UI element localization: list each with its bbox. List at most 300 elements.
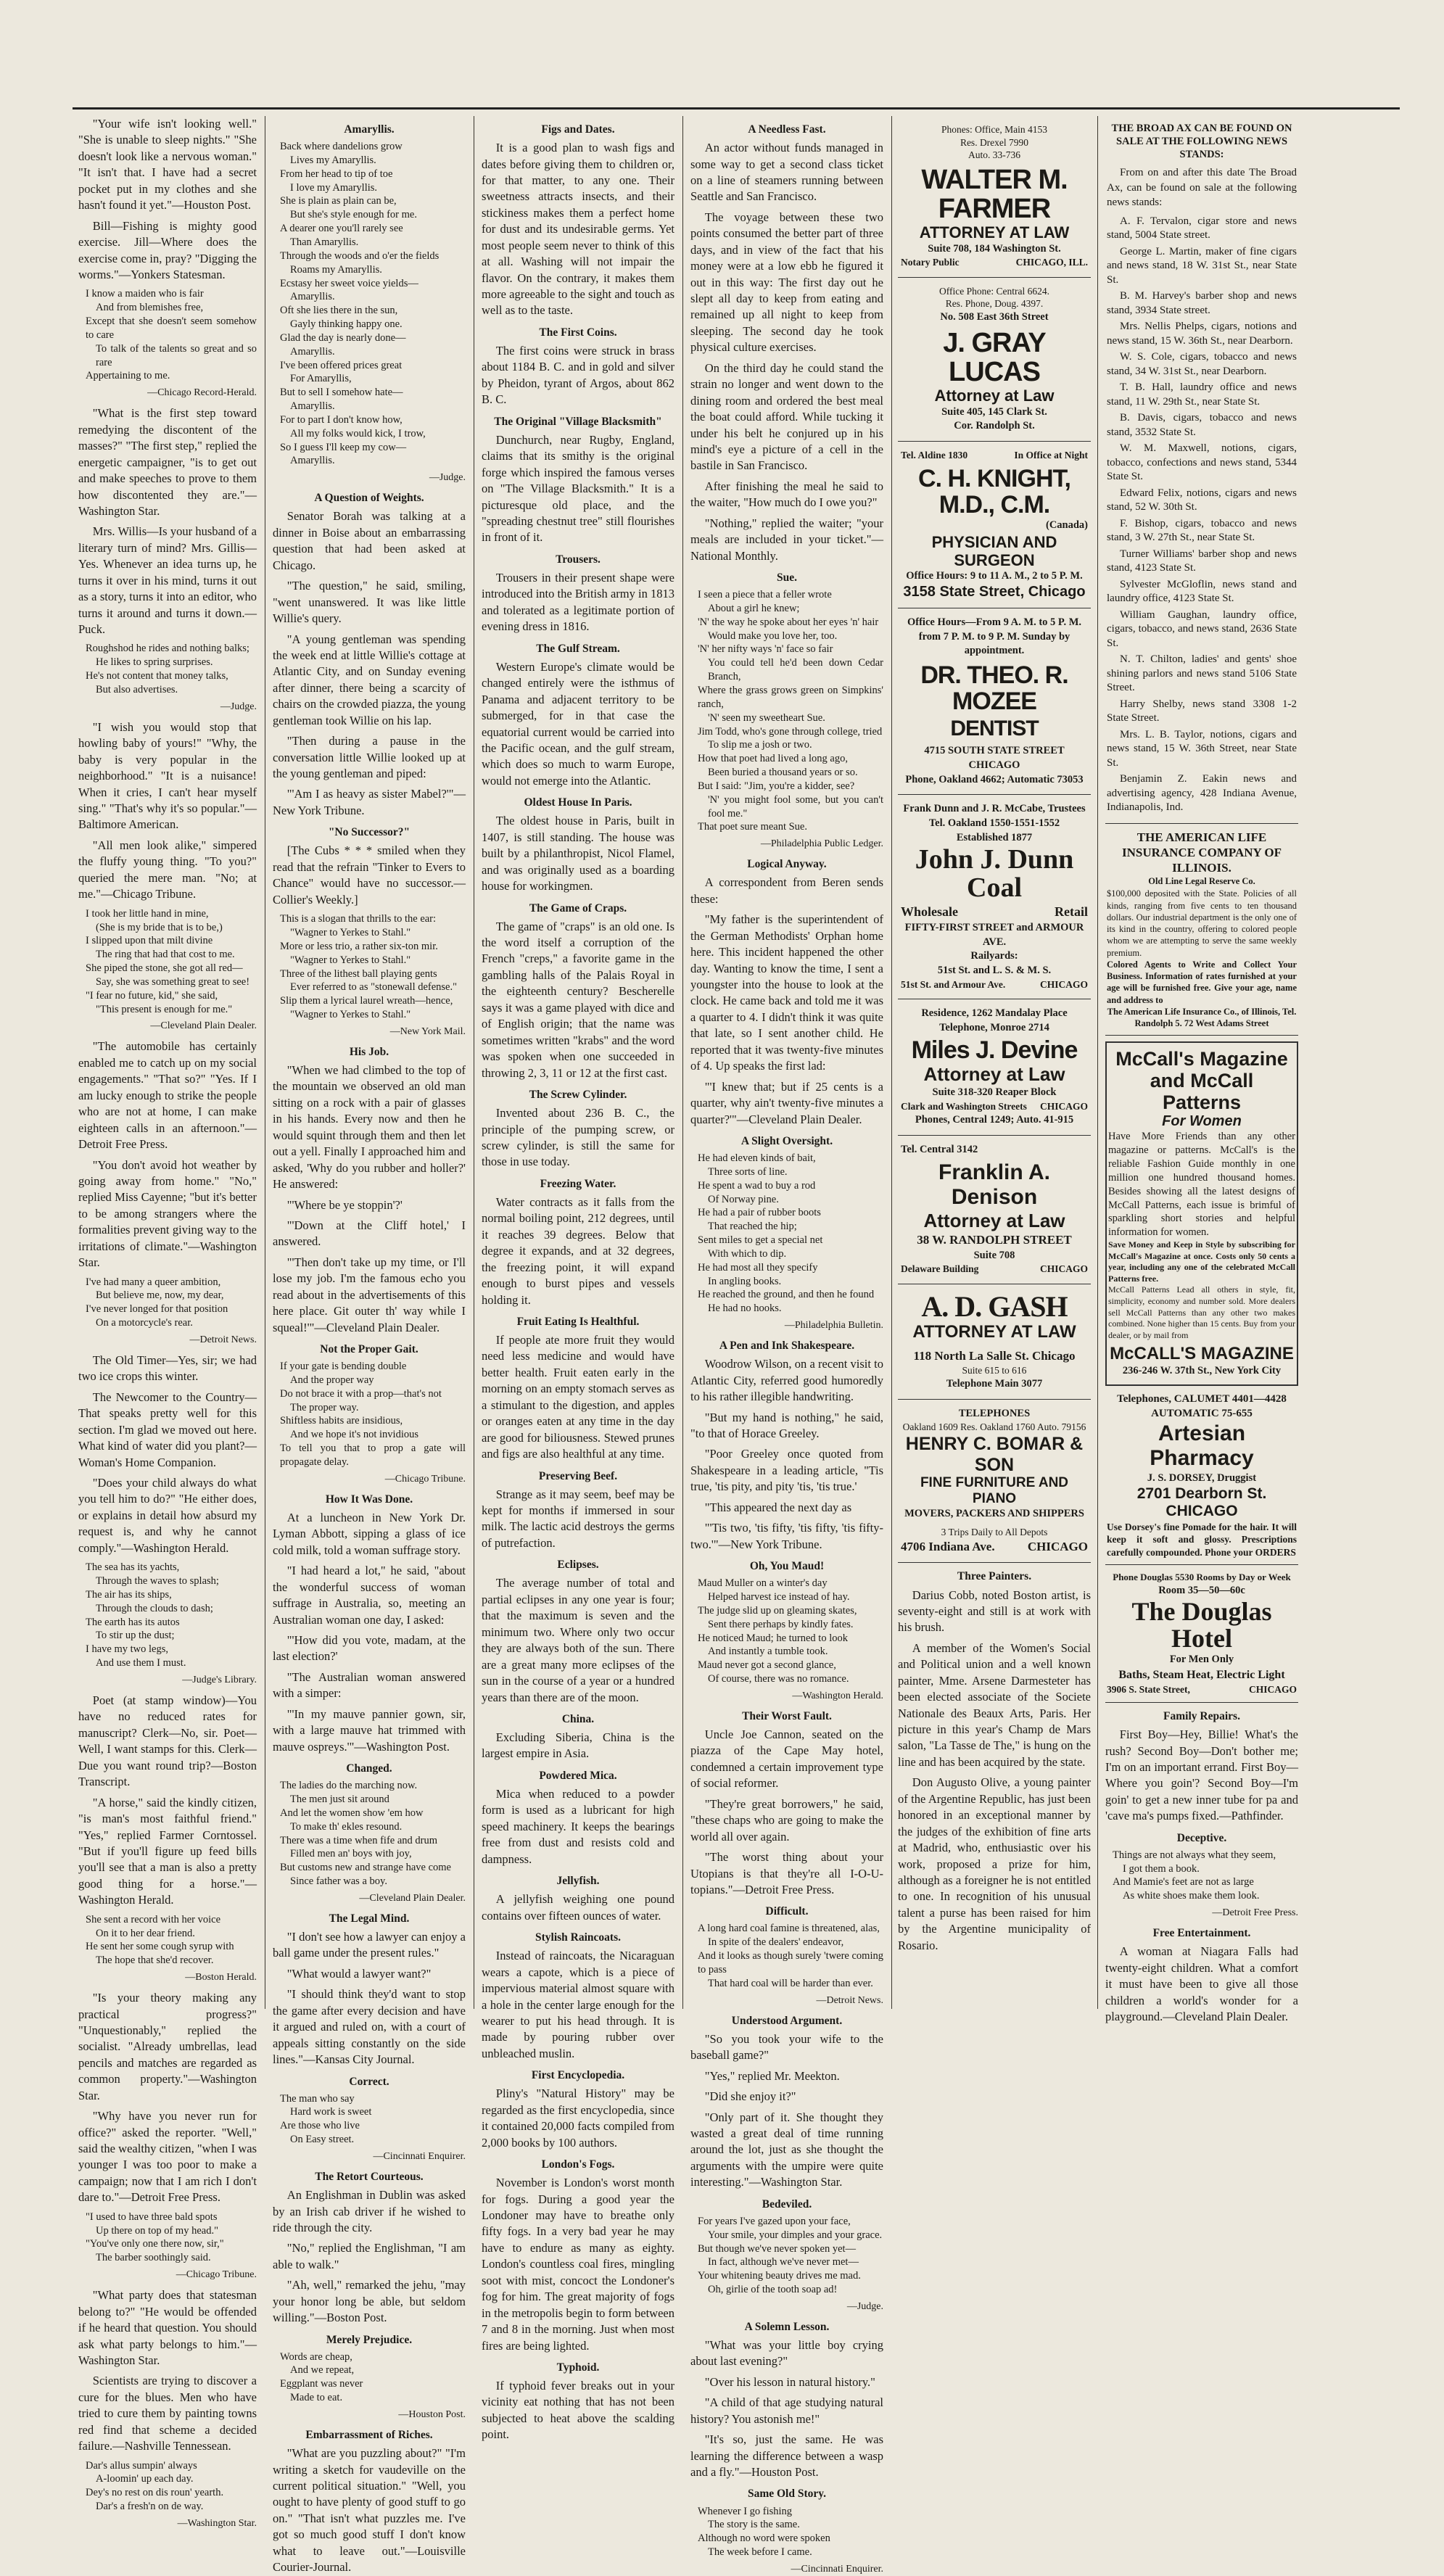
verse-line: Glad the day is nearly done— (280, 331, 406, 344)
ad-franklin-denison (898, 1136, 1091, 1284)
verse-line: I got them a book. (1123, 1862, 1200, 1875)
verse-line: For to part I don't know how, (280, 413, 403, 426)
verse-line: The hope that she'd recover. (96, 1954, 214, 1967)
verse-block (86, 287, 257, 383)
verse-line: Through the clouds to dash; (96, 1602, 213, 1614)
verse-line: Up there on top of my head." (96, 2224, 219, 2237)
article-paragraph: "Does your child always do what you tell him to do?" "He either does, or explains in detail how absurd my request is, and why he cannot comply."—Washington Herald. (78, 1476, 257, 1555)
article-paragraph: "So you took your wife to the baseball game?" (690, 2031, 883, 2063)
article-heading: Fruit Eating Is Healthful. (516, 1315, 640, 1328)
ad-services: MOVERS, PACKERS AND SHIPPERS (904, 1508, 1084, 1520)
verse-line: She sent a record with her voice (86, 1913, 221, 1925)
ad-gash-attorney (898, 1284, 1091, 1400)
ad-address: 38 W. RANDOLPH STREET (917, 1233, 1072, 1247)
article-paragraph: "'Then don't take up my time, or I'll lose my job. I'm the famous echo you read about in the advertisements of this here place. Git outer th' way while I squeal!'"—Cleveland Plain Dealer. (273, 1255, 466, 1334)
news-stand-entry: A. F. Tervalon, cigar store and news stand, 5004 State street. (1107, 215, 1297, 242)
article-paragraph: "'Tis two, 'tis fifty, 'tis fifty, 'tis fifty-two.'"—New York Tribune. (690, 1521, 883, 1551)
article-paragraph: "No," replied the Englishman, "I am able to walk." (273, 2241, 466, 2271)
article-paragraph: Mica when reduced to a powder form is used as a lubricant for high speed machinery. It keeps the bearings free from dust and resists cold and dampness. (482, 1786, 674, 1866)
verse-line: He had a pair of rubber boots (698, 1207, 821, 1219)
article-paragraph: "Why have you never run for office?" asked the reporter. "Well," said the wealthy citizen, "when I was younger I was too poor to make a campaign; now that I am rich I don't dare to."—Detroit Free Press. (78, 2109, 257, 2205)
article-paragraph: Bill—Fishing is mighty good exercise. Jill—Where does the exercise come in, pray? "Digging the worms."—Yonkers Statesman. (78, 218, 257, 281)
ad-body: Have More Friends than any other magazine or patterns. McCall's is the reliable Fashion Guide monthly in one million one hundred thousand homes. Besides showing all the latest designs of McCall Patterns, each issue is brimful of sparkling short stories and helpful information for women. (1108, 1131, 1295, 1239)
verse-line: 'N' seen my sweetheart Sue. (708, 711, 825, 724)
verse-block (86, 642, 257, 696)
verse-line: (She is my bride that is to be,) (96, 921, 223, 933)
verse-line: Three sorts of line. (708, 1165, 788, 1178)
verse-line: Oh, girlie of the tooth soap ad! (708, 2284, 838, 2296)
ad-footer: McCALL'S MAGAZINE (1110, 1344, 1294, 1364)
article-paragraph: "'In my mauve pannier gown, sir, with a large mauve hat trimmed with mauve ospreys.'"—Washington Post. (273, 1706, 466, 1754)
verse-line: A long hard coal famine is threatened, alas, (698, 1923, 880, 1935)
ad-douglas-hotel (1105, 1565, 1298, 1703)
verse-line: He spent a wad to buy a rod (698, 1179, 816, 1192)
verse-line: The earth has its autos (86, 1616, 180, 1628)
ad-hours: In Office at Night (1014, 450, 1088, 461)
verse-line: The story is the same. (708, 2519, 800, 2531)
verse-line: And Mamie's feet are not as large (1113, 1876, 1254, 1888)
article-heading: Difficult. (765, 1905, 809, 1918)
ad-title: Attorney at Law (923, 1209, 1065, 1231)
verse-line: I slipped upon that milt divine (86, 935, 213, 947)
article-paragraph: It is a good plan to wash figs and dates before giving them to children or, for that matter, to any one. Their sweetness attracts insects, and their stickiness makes them a perfect home for dust and its undesirable germs. Yet most people seem never to think of this at all. Washing will not impair the flavor. On the contrary, it makes them more agreeable to the sight and touch as well as to the taste. (482, 141, 674, 318)
source-credit: —Houston Post. (398, 2409, 466, 2421)
verse-line: I took her little hand in mine, (86, 907, 209, 920)
ad-phone-head: TELEPHONES (958, 1407, 1031, 1419)
article-paragraph: "They're great borrowers," he said, "these chaps who are going to make the world all over again. (690, 1796, 883, 1844)
article-paragraph: "What was your little boy crying about last evening?" (690, 2337, 883, 2369)
verse-line: Been buried a thousand years or so. (708, 767, 858, 779)
ad-address: Suite 708 (973, 1249, 1015, 1261)
verse-line: Except that she doesn't seem somehow to care (86, 315, 257, 341)
article-heading: The Screw Cylinder. (529, 1088, 627, 1101)
verse-line: Your whitening beauty drives me mad. (698, 2270, 861, 2282)
article-heading: London's Fogs. (541, 2158, 615, 2171)
verse-line: Ecstasy her sweet voice yields— (280, 277, 418, 289)
source-credit: —Cleveland Plain Dealer. (359, 1892, 466, 1904)
verse-line: In angling books. (708, 1275, 782, 1287)
article-heading: China. (561, 1712, 595, 1725)
ad-miles-devine (898, 999, 1091, 1136)
article-heading: Same Old Story. (747, 2488, 827, 2501)
ad-name: Artesian Pharmacy (1150, 1421, 1254, 1471)
ad-railyards: Railyards: (970, 950, 1018, 962)
ad-city: CHICAGO (1039, 978, 1088, 990)
verse-line: And we hope it's not invidious (290, 1429, 419, 1441)
verse-line: The week before I came. (708, 2546, 812, 2559)
ad-phone: Phone, Oakland 4662; Automatic 73053 (905, 773, 1084, 785)
verse-line: And we repeat, (290, 2364, 355, 2377)
column-3-facts (476, 116, 680, 2442)
ad-address: 4706 Indiana Ave. (901, 1540, 995, 1554)
ad-title: PHYSICIAN AND SURGEON (931, 532, 1057, 569)
ad-name: HENRY C. BOMAR & SON (905, 1433, 1084, 1475)
verse-line: The judge slid up on gleaming skates, (698, 1604, 857, 1617)
verse-line: The barber soothingly said. (96, 2252, 211, 2264)
ad-address: FIFTY-FIRST STREET and ARMOUR AVE. (904, 921, 1084, 948)
article-paragraph: After finishing the meal he said to the waiter, "How much do I owe you?" (690, 479, 883, 510)
verse-line: I love my Amaryllis. (290, 181, 378, 194)
ad-retail: Retail (1055, 904, 1088, 920)
article-heading: Not the Proper Gait. (320, 1343, 418, 1355)
ad-phone: Telephone Main 3077 (946, 1377, 1043, 1390)
verse-line: On a motorcycle's rear. (96, 1317, 193, 1329)
verse-line: He noticed Maud; he turned to look (698, 1632, 848, 1644)
verse-line: I have my two legs, (86, 1643, 168, 1656)
ad-address: Cor. Randolph St. (954, 420, 1035, 432)
verse-line: Appertaining to me. (86, 370, 170, 382)
ad-subtitle: For Women (1162, 1113, 1242, 1130)
verse-line: Jim Todd, who's gone through college, tried (698, 725, 883, 738)
verse-line: Oft she lies there in the sun, (280, 305, 398, 317)
verse-line: On Easy street. (290, 2134, 355, 2146)
verse-line: Sent there perhaps by kindly fates. (708, 1618, 854, 1630)
verse-line: Whenever I go fishing (698, 2505, 793, 2517)
article-heading: Freezing Water. (540, 1177, 616, 1190)
ad-title: DENTIST (950, 717, 1039, 741)
article-heading: Preserving Beef. (538, 1469, 618, 1482)
article-paragraph: "Nothing," replied the waiter; "your meals are included in your ticket."—National Monthly. (690, 516, 883, 563)
source-credit: —Judge. (429, 472, 466, 484)
verse-line: And let the women show 'em how (280, 1807, 424, 1819)
verse-block (86, 2459, 257, 2514)
verse-block (86, 907, 257, 1017)
article-paragraph: "A child of that age studying natural history? You astonish me!" (690, 2395, 883, 2426)
verse-line: But also advertises. (96, 683, 178, 695)
ad-phone: Phones: Office, Main 4153 (941, 124, 1047, 135)
article-heading: Amaryllis. (344, 123, 395, 136)
source-credit: —Judge. (220, 701, 257, 712)
verse-line: Gayly thinking happy one. (290, 318, 403, 331)
ad-body: Use Dorsey's fine Pomade for the hair. It will keep it soft and glossy. Prescriptions carefully compounded. Phone your ORDERS (1107, 1521, 1297, 1558)
article-paragraph: "I wish you would stop that howling baby of yours!" "Why, the baby is very popular in the neighborhood." "It is a nuisance! When it cries, I can't hear myself sing." "That's why it's so popular."—Baltimore American. (78, 719, 257, 832)
verse-line: That hard coal will be harder than ever. (708, 1977, 873, 1989)
article-heading: The Retort Courteous. (315, 2170, 424, 2183)
verse-line: How that poet had lived a long ago, (698, 753, 848, 765)
ad-address: 118 North La Salle St. Chicago (913, 1349, 1076, 1363)
verse-line: To make th' ekles resound. (290, 1820, 403, 1833)
article-heading: Embarrassment of Riches. (305, 2429, 433, 2442)
article-paragraph: Don Augusto Olive, a young painter of the Argentine Republic, has just been honored in an exceptional manner by the judges of the exhibition of fine arts at Madrid, who, enthusiastic over his work, proposed a prize for him, although as a foreigner he is not entitled to one. In recognition of his unusual talent a purse has been raised for him by the Argentine municipality of Rosario. (898, 1775, 1091, 1952)
verse-line: Your smile, your dimples and your grace. (708, 2229, 883, 2241)
ad-name: WALTER M. FARMER (921, 164, 1068, 224)
article-paragraph: "Then during a pause in the conversation little Willie looked up at the young gentleman and piped: (273, 734, 466, 780)
article-paragraph: "Over his lesson in natural history." (704, 2374, 875, 2389)
article-paragraph: November is London's worst month for fogs. During a good year the Londoner may have to breathe only fifty fogs. In a very bad year he may have to endure as many as eighty. London's countless coal fires, mingling soot with mist, concoct the Londoner's fog for him. The great majority of fogs in the metropolis begin to form between 7 and 8 in the morning. Just when most fires are being lighted. (482, 2176, 674, 2353)
verse-line: Dar's a fresh'n on de way. (96, 2501, 204, 2513)
article-paragraph: An actor without funds managed in some way to get a second class ticket on a line of steamers running between Seattle and San Francisco. (690, 141, 883, 204)
verse-line: Three of the lithest ball playing gents (280, 967, 437, 980)
verse-line: Since father was a boy. (290, 1875, 387, 1888)
verse-line: I've had many a queer ambition, (86, 1276, 221, 1288)
article-paragraph: Excluding Siberia, China is the largest empire in Asia. (482, 1730, 674, 1761)
ad-phone: Res. Drexel 7990 (960, 136, 1029, 148)
verse-block (698, 2215, 883, 2297)
article-paragraph: "'I knew that; but if 25 cents is a quarter, why ain't twenty-five minutes a quarter?'"—Cleveland Plain Dealer. (690, 1079, 883, 1126)
article-paragraph: Strange as it may seem, beef may be kept for months if immersed in sour milk. The lactic acid destroys the germs of putrefaction. (482, 1487, 674, 1550)
verse-line: You could tell he'd been down Cedar Branch, (708, 657, 883, 683)
article-paragraph: "What is the first step toward remedying the discontent of the masses?" "The first step," replied the energetic campaigner, "is to get out and make speeches to prove to them how discontented they are."—Washington Star. (78, 406, 257, 518)
article-paragraph: "'Where be ye stoppin'?' (286, 1197, 403, 1212)
ad-bomar-furniture (898, 1400, 1091, 1564)
verse-line: And it looks as though surely 'twere coming to pass (698, 1950, 883, 1976)
article-paragraph: Pliny's "Natural History" may be regarded as the first encyclopedia, since it contained 20,000 facts compiled from 2,000 books by 100 authors. (482, 2086, 674, 2150)
verse-block (280, 2092, 466, 2147)
verse-line: A-loomin' up each day. (96, 2473, 194, 2485)
article-paragraph: "'How did you vote, madam, at the last election?' (273, 1633, 466, 1664)
article-paragraph: "The Australian woman answered with a simper: (273, 1669, 466, 1701)
news-stand-entry: George L. Martin, maker of fine cigars and news stand, 18 W. 31st St., near State St. (1107, 245, 1297, 286)
article-paragraph: Mrs. Willis—Is your husband of a literary turn of mind? Mrs. Gillis—Yes. Whenever an idea turns up, he turns it over in his mind, turns it out as a story, turns it into an editor, who turns it around and turns it down.—Puck. (78, 524, 257, 636)
verse-line: Although no word were spoken (698, 2532, 830, 2545)
article-heading: Trousers. (556, 553, 601, 566)
verse-block (698, 588, 883, 834)
article-heading: Three Painters. (957, 1570, 1032, 1583)
news-stand-entry: B. M. Harvey's barber shop and news stand, 3934 State street. (1107, 290, 1297, 316)
article-heading: The Legal Mind. (329, 1912, 410, 1925)
verse-block (86, 1276, 257, 1330)
ad-phone: Tel. Central 3142 (901, 1143, 978, 1155)
article-heading: Correct. (349, 2075, 389, 2088)
verse-block (280, 912, 466, 1022)
verse-line: And the proper way (290, 1374, 374, 1386)
article-paragraph: The voyage between these two points consumed the better part of three days, and in view of the fact that his money were at a low ebb he figured it out in this way: The first day out he slept all day to keep from eating and remained up all night to keep from sleeping. The second day he took physical culture exercises. (690, 210, 883, 355)
article-paragraph: "This appeared the next day as (704, 1500, 852, 1514)
article-paragraph: The oldest house in Paris, built in 1407, is still standing. The house was built by a philanthropist, Nicol Flamel, and was originally used as a boarding house for workingmen. (482, 814, 674, 893)
article-paragraph: "You don't avoid hot weather by going away from home." "No," replied Miss Cayenne; "but it's better to be among strangers where the formalities prevent giving way to the irritations of climate."—Washington Star. (78, 1157, 257, 1270)
column-rule (1097, 116, 1098, 2009)
verse-line: About a girl he knew; (708, 602, 800, 614)
verse-line: There was a time when fife and drum (280, 1834, 438, 1846)
ad-rates: Room 35—50—60c (1158, 1584, 1245, 1596)
article-heading: Typhoid. (556, 2361, 600, 2374)
verse-line: To tell you that to prop a gate will propagate delay. (280, 1442, 466, 1468)
ad-phone: Phone Douglas 5530 Rooms by Day or Week (1113, 1572, 1291, 1583)
news-stand-entry: Benjamin Z. Eakin news and advertising agency, 428 Indiana Avenue, Indianapolis, Ind. (1107, 773, 1297, 814)
article-paragraph: "A young gentleman was spending the week end at little Willie's cottage at Atlantic City, and on Sunday evening after dinner, there being a scarcity of chairs on the crowded piazza, the young gentleman took Willie on his lap. (273, 632, 466, 727)
article-paragraph: A correspondent from Beren sends these: (690, 875, 883, 906)
news-stand-entry: Mrs. Nellis Phelps, cigars, notions and news stand, 15 W. 36th St., near Dearborn. (1107, 321, 1297, 347)
article-heading: Sue. (777, 571, 797, 585)
verse-line: But customs new and strange have come (280, 1862, 451, 1874)
article-paragraph: The game of "craps" is an old one. Is the word itself a corruption of the French "creps," a favorite game in the gambling halls of the Palais Royal in the eighteenth century? Bescherelle says it was a game played with dice and of English origin; that the name was sometimes written "krabs" and the word was spoken when one succeeded in throwing 2, 3, 11 or 12 at the first cast. (482, 919, 674, 1080)
article-paragraph: "Poor Greeley once quoted from Shakespeare in a leading article, ''Tis true, 'tis pity, and pity 'tis, 'tis true.' (690, 1447, 883, 1494)
verse-line: That poet sure meant Sue. (698, 821, 807, 833)
news-stands-heading: THE BROAD AX CAN BE FOUND ON SALE AT THE FOLLOWING NEWS STANDS: (1111, 123, 1292, 161)
verse-line: But I said: "Jim, you're a kidder, see? (698, 780, 855, 792)
article-paragraph: Darius Cobb, noted Boston artist, is seventy-eight and still is at work with his brush. (898, 1588, 1091, 1635)
source-credit: —Washington Herald. (792, 1690, 883, 1701)
news-stand-entry: William Gaughan, laundry office, cigars, tobacco, and news stand, 2636 State St. (1107, 608, 1297, 649)
source-credit: —Washington Star. (177, 2517, 257, 2529)
news-stand-entry: Harry Shelby, news stand 3308 1-2 State Street. (1107, 698, 1297, 724)
ad-phone: Phones, Central 1249; Auto. 41-915 (915, 1114, 1074, 1126)
ad-address: 3906 S. State Street, (1107, 1683, 1190, 1695)
verse-line: But she's style enough for me. (290, 209, 417, 221)
article-paragraph: "What would a lawyer want?" (286, 1966, 432, 1981)
article-paragraph: Western Europe's climate would be changed entirely were the isthmus of Panama and adjacent territory to be submerged, for in that case the equatorial current would be carried into the Pacific ocean, and the gulf stream, which does so much to warm Europe, would not emerge into the Atlantic. (482, 659, 674, 788)
ad-phone: Oakland 1609 Res. Oakland 1760 Auto. 79156 (902, 1421, 1086, 1433)
news-stand-entry: W. S. Cole, cigars, tobacco and news stand, 34 W. 31st St., near Dearborn. (1107, 351, 1297, 377)
verse-line: "This present is enough for me." (96, 1003, 233, 1015)
article-paragraph: Instead of raincoats, the Nicaraguan wears a capote, which is a piece of impervious material almost square with a hole in the center large enough for the wearer to put his head through. It is made by pouring rubber over unbleached muslin. (482, 1949, 674, 2060)
article-heading: Figs and Dates. (541, 123, 615, 136)
ad-name: A. D. GASH (921, 1289, 1068, 1323)
article-heading: Deceptive. (1176, 1831, 1227, 1844)
article-heading: A Solemn Lesson. (744, 2320, 830, 2333)
verse-line: Would make you love her, too. (708, 629, 838, 642)
verse-line: And instantly a tumble took. (708, 1646, 828, 1658)
ad-subtitle: For Men Only (1169, 1654, 1234, 1666)
ad-notary: Notary Public (901, 257, 960, 268)
verse-line: Maud never got a second glance, (698, 1659, 836, 1672)
verse-line: Dar's allus sumpin' always (86, 2459, 197, 2472)
ad-artesian-pharmacy (1105, 1386, 1298, 1565)
verse-line: "I used to have three bald spots (86, 2210, 218, 2223)
verse-line: And from blemishes free, (96, 302, 204, 314)
verse-block (280, 2350, 466, 2405)
verse-line: She is plain as plain can be, (280, 195, 397, 207)
broad-ax-news-stands (1105, 116, 1298, 824)
article-heading: The Gulf Stream. (536, 642, 620, 655)
verse-line: "You've only one there now, sir," (86, 2238, 224, 2250)
ad-city: CHICAGO (1027, 1540, 1088, 1554)
verse-block (280, 1779, 466, 1888)
article-paragraph: The Old Timer—Yes, sir; we had two ice crops this winter. (78, 1353, 257, 1384)
column-5-advertisements (894, 116, 1095, 2009)
column-4-stories (685, 116, 889, 2575)
article-heading: Free Entertainment. (1152, 1927, 1251, 1940)
ad-address: Suite 615 to 616 (962, 1365, 1027, 1376)
article-paragraph: "Did she enjoy it?" (704, 2089, 796, 2104)
article-heading: A Slight Oversight. (740, 1134, 833, 1147)
article-paragraph: Woodrow Wilson, on a recent visit to Atlantic City, referred good humoredly to his rather illegible handwriting. (690, 1357, 883, 1404)
article-heading: The Original "Village Blacksmith" (494, 415, 662, 428)
article-paragraph: "The automobile has certainly enabled me to catch up on my social engagements." "That so?" "Yes. If I am lucky enough to strike the people who are not at home, I can make eighteen calls in an afternoon."—Detroit Free Press. (78, 1039, 257, 1152)
article-paragraph: On the third day he could stand the strain no longer and went down to the dining room and ordered the best meal the boat could afford. While tucking it under his belt he conjured up in his mind's eye a picture of a cell in the bastile in San Francisco. (690, 360, 883, 473)
ad-city: CHICAGO (1039, 1263, 1088, 1275)
article-heading: First Encyclopedia. (531, 2069, 625, 2082)
verse-line: Back where dandelions grow (280, 141, 403, 153)
verse-line: As white shoes make them look. (1123, 1890, 1260, 1902)
source-credit: —Chicago Record-Herald. (147, 387, 257, 399)
ad-subtitle: Old Line Legal Reserve Co. (1148, 876, 1255, 887)
source-credit: —Judge. (846, 2300, 883, 2312)
article-paragraph: "What are you puzzling about?" "I'm writing a sketch for vaudeville on the current political situation." "Well, you ought to have plenty of good stuff to go on." "That isn't what puzzles me. I've got so much good stuff I don't know what to leave out."—Louisville Courier-Journal. (273, 2446, 466, 2575)
verse-line: Do not brace it with a prop—that's not (280, 1387, 442, 1400)
article-heading: Oh, You Maud! (749, 1560, 825, 1573)
article-heading: How It Was Done. (325, 1493, 413, 1506)
ad-phone: Telephones, CALUMET 4401—4428 (1117, 1392, 1287, 1405)
ad-note: 3 Trips Daily to All Depots (941, 1526, 1048, 1537)
ad-owner: J. S. DORSEY, Druggist (1147, 1471, 1257, 1484)
verse-line: I've been offered prices great (280, 359, 403, 371)
article-paragraph: "I don't see how a lawyer can enjoy a ball game under the present rules." (273, 1930, 466, 1960)
verse-line: From her head to tip of toe (280, 168, 393, 180)
article-heading: Understood Argument. (731, 2014, 843, 2027)
column-2-stories (267, 116, 471, 2575)
ad-phone: AUTOMATIC 75-655 (1151, 1408, 1253, 1420)
ad-address: 236-246 W. 37th St., New York City (1122, 1365, 1282, 1377)
article-paragraph: "Yes," replied Mr. Meekton. (704, 2068, 840, 2083)
top-rule (73, 107, 1400, 110)
article-paragraph: Invented about 236 B. C., the principle of the pumping screw, or screw cylinder, is still the same for those in use today. (482, 1106, 674, 1169)
verse-block (280, 1360, 466, 1469)
article-heading: The First Coins. (539, 326, 617, 339)
verse-line: Things are not always what they seem, (1113, 1849, 1276, 1861)
article-heading: The Game of Craps. (529, 901, 627, 915)
article-paragraph: The Newcomer to the Country—That speaks pretty well for this section. I'm glad we moved out here. What kind of water did you plant?—Woman's Home Companion. (78, 1390, 257, 1469)
ad-phone: Res. Phone, Doug. 4397. (945, 298, 1044, 310)
article-paragraph: An Englishman in Dublin was asked by an Irish cab driver if he wished to ride through the city. (273, 2188, 466, 2234)
verse-line: The man who say (280, 2092, 355, 2105)
ad-address: Suite 708, 184 Washington St. (928, 242, 1061, 255)
verse-line: Sent miles to get a special net (698, 1234, 823, 1247)
verse-line: Amaryllis. (290, 291, 335, 303)
article-heading: Oldest House In Paris. (524, 796, 632, 809)
ad-address: Residence, 1262 Mandalay Place (921, 1007, 1068, 1020)
article-paragraph: Water contracts as it falls from the normal boiling point, 212 degrees, until it reaches 39 degrees. Below that degree it expands, and at 32 degrees, the freezing point, it will expand enough to burst pipes and vessels holding it. (482, 1194, 674, 1307)
verse-block (698, 1152, 883, 1316)
verse-line: And use them I must. (96, 1657, 186, 1669)
ad-hours: Office Hours—From 9 A. M. to 5 P. M. from 7 P. M. to 9 P. M. Sunday by appointment. (907, 616, 1081, 657)
ad-body: McCall Patterns Lead all others in style, fit, simplicity, economy and number sold. More dealers sell McCall Patterns than any other two makes combined. None higher than 15 cents. Buy from your dealer, or by mail from (1108, 1284, 1295, 1340)
ad-credential: (Canada) (1045, 519, 1088, 531)
ad-phone: Tel. Oakland 1550-1551-1552 (928, 817, 1060, 830)
ad-title: Attorney at Law (934, 387, 1055, 405)
source-credit: —Cleveland Plain Dealer. (150, 1020, 257, 1032)
verse-line: But believe me, now, my dear, (96, 1289, 224, 1302)
verse-line: He's not content that money talks, (86, 670, 228, 682)
article-paragraph: Uncle Joe Cannon, seated on the piazza of the Cape May hotel, condemned a certain improvement type of social reformer. (690, 1727, 883, 1791)
verse-line: Roams my Amaryllis. (290, 263, 382, 276)
source-credit: —Philadelphia Bulletin. (784, 1320, 883, 1332)
verse-line: Shiftless habits are insidious, (280, 1415, 403, 1427)
source-credit: —Cincinnati Enquirer. (791, 2563, 883, 2575)
ad-address: 51st St. and L. S. & M. S. (937, 964, 1052, 976)
article-heading: Family Repairs. (1163, 1710, 1240, 1722)
verse-line: To stir up the dust; (96, 1630, 175, 1642)
article-paragraph: A jellyfish weighing one pound contains over fifteen ounces of water. (482, 1892, 674, 1923)
verse-line: Made to eat. (290, 2392, 343, 2404)
ad-address: 3158 State Street, Chicago (903, 583, 1086, 600)
article-paragraph: First Boy—Hey, Billie! What's the rush? Second Boy—Don't bother me; I'm on an important errand. First Boy—Where you goin'? Second Boy—I'm goin' to get a new inner tube for pa and 'cave ma's pumps fixed.—Pathfinder. (1105, 1727, 1298, 1823)
verse-block (86, 2210, 257, 2265)
verse-line: More or less trio, a rather six-ton mir. (280, 940, 438, 952)
verse-line: Words are cheap, (280, 2350, 352, 2363)
article-heading: A Question of Weights. (314, 492, 424, 505)
article-heading: Jellyfish. (556, 1875, 600, 1888)
verse-line: He reached the ground, and then he found (698, 1289, 875, 1301)
verse-line: He sent her some cough syrup with (86, 1941, 234, 1953)
ad-walter-farmer (898, 116, 1091, 278)
article-heading: His Job. (349, 1045, 389, 1058)
article-paragraph: If typhoid fever breaks out in your vicinity eat nothing that has not been subjected to heat above the scalding point. (482, 2379, 674, 2442)
ad-address: Suite 318-320 Reaper Block (932, 1086, 1057, 1099)
verse-line: Of Norway pine. (708, 1193, 779, 1205)
ad-address: Clark and Washington Streets (901, 1100, 1027, 1112)
verse-line: This is a slogan that thrills to the ear: (280, 913, 437, 925)
verse-line: A dearer one you'll rarely see (280, 223, 403, 235)
ad-wholesale: Wholesale (901, 904, 958, 920)
verse-line: Where the grass grows green on Simpkins' ranch, (698, 685, 883, 710)
verse-line: He had no hooks. (708, 1303, 782, 1315)
ad-phone: Office Phone: Central 6624. (939, 285, 1049, 297)
verse-block (86, 1913, 257, 1968)
article-paragraph: [The Cubs * * * smiled when they read that the refrain "Tinker to Evers to Chance" would have no successor.—Collier's Weekly.] (273, 843, 466, 907)
ad-body: Save Money and Keep in Style by subscribing for McCall's Magazine at once. Costs only 50 cents a year, including any one of the celebrated McCall Patterns free. (1108, 1239, 1295, 1284)
news-stands-list (1107, 165, 1297, 814)
